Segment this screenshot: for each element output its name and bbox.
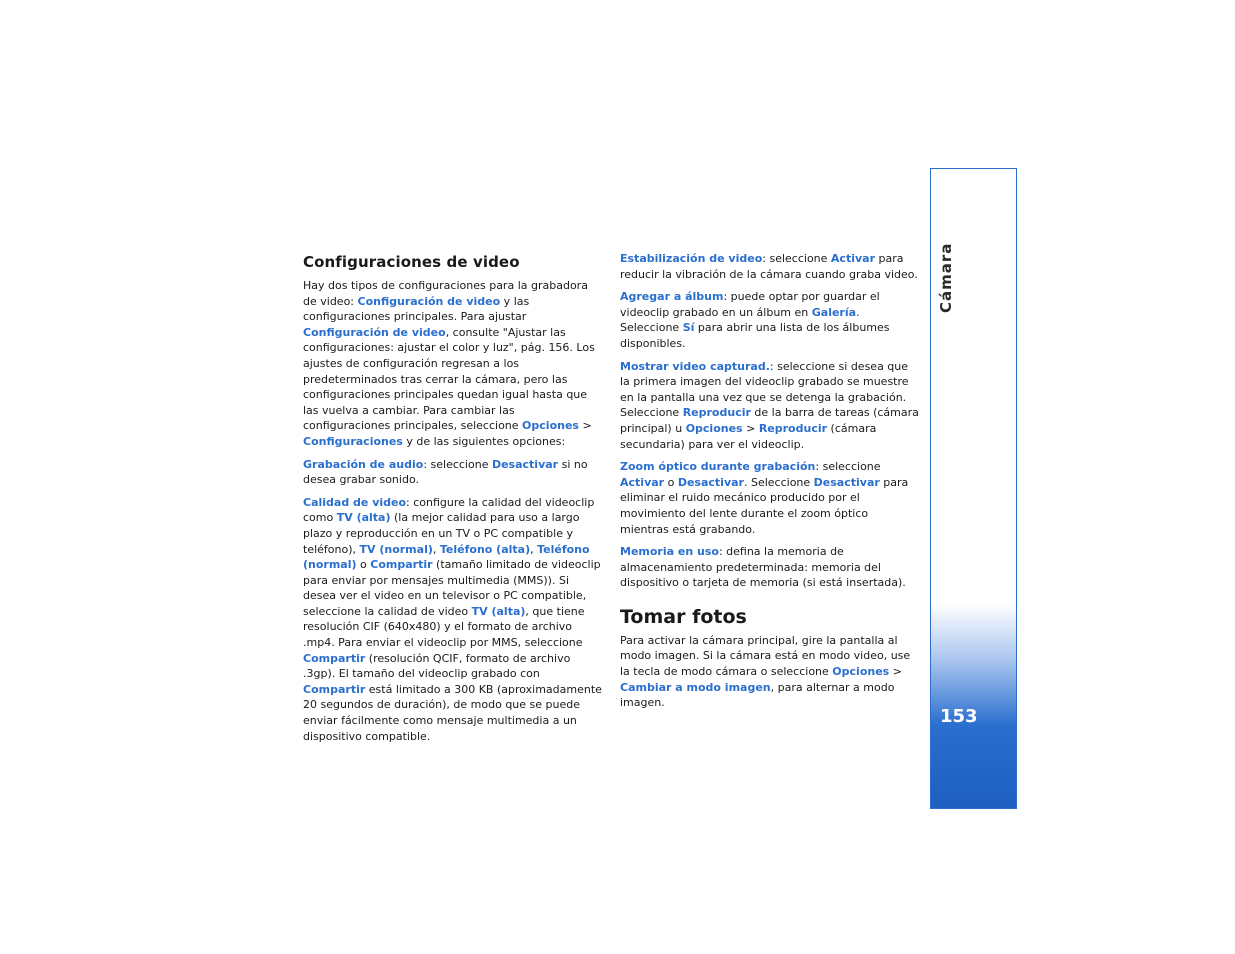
term-gallery: Galería xyxy=(811,305,857,319)
intro-paragraph xyxy=(303,278,603,450)
term-audio-recording: Grabación de audio xyxy=(303,457,424,471)
term-tv-normal: TV (normal) xyxy=(359,542,433,556)
text: > xyxy=(742,421,759,435)
text: y de las siguientes opciones: xyxy=(402,434,566,448)
text: (tamaño limitado de videoclip para enviar por mensajes multimedia (MMS)). Si desea ver el video en un televisor o PC compatible, seleccione la calidad de video xyxy=(303,558,601,618)
add-to-album-paragraph xyxy=(620,289,920,351)
term-phone-normal: Teléfono (normal) xyxy=(303,542,590,572)
term-share: Compartir xyxy=(303,682,366,696)
term-yes: Sí xyxy=(682,321,695,335)
text: , para alternar a modo imagen. xyxy=(620,680,895,710)
text: , que tiene resolución CIF (640x480) y el formato de archivo .mp4. Para enviar el videoclip por MMS, seleccione xyxy=(303,604,585,650)
term-activate: Activar xyxy=(830,252,876,265)
text: Hay dos tipos de configuraciones para la grabadora de video: xyxy=(303,279,588,308)
right-column xyxy=(620,251,920,718)
text: : seleccione si desea que la primera imagen del videoclip grabado se muestre en la pantalla una vez que se detenga la grabación. Seleccione xyxy=(620,359,909,420)
text: Para activar la cámara principal, gire la pantalla al modo imagen. Si la cámara está en modo video, use la tecla de modo cámara o seleccione xyxy=(620,633,911,679)
term-options: Opciones xyxy=(832,665,890,679)
text: , consulte "Ajustar las configuraciones: ajustar el color y luz", pág. 156. Los ajustes de configuración regresan a los predeterminados tras cerrar la cámara, pero las configuraciones principales quedan igual hasta que las vuelva a cambiar. Para cambiar las configuraciones principales, seleccione xyxy=(303,325,595,433)
term-deactivate: Desactivar xyxy=(813,475,880,489)
optical-zoom-paragraph xyxy=(620,459,920,537)
text: . Seleccione xyxy=(620,305,860,335)
term-switch-to-image-mode: Cambiar a modo imagen xyxy=(620,680,771,694)
memory-in-use-paragraph xyxy=(620,544,920,591)
text: (resolución QCIF, formato de archivo .3gp). El tamaño del videoclip grabado con xyxy=(303,651,571,681)
term-share: Compartir xyxy=(303,651,366,665)
term-options: Opciones xyxy=(685,421,743,435)
text: : seleccione xyxy=(423,457,492,471)
term-tv-high: TV (alta) xyxy=(336,511,391,525)
text: (cámara secundaria) para ver el videoclip. xyxy=(620,421,877,451)
term-play: Reproducir xyxy=(758,421,828,435)
section-heading-video-settings: Configuraciones de video xyxy=(303,253,520,271)
text: > xyxy=(578,419,592,433)
left-column xyxy=(303,249,603,751)
term-tv-high: TV (alta) xyxy=(471,604,526,618)
text: , xyxy=(530,542,538,556)
text: o xyxy=(356,558,371,572)
text: de la barra de tareas (cámara principal) u xyxy=(620,406,919,435)
take-photos-paragraph xyxy=(620,633,920,711)
term-deactivate: Desactivar xyxy=(677,475,744,489)
text: , xyxy=(432,542,440,556)
term-options: Opciones xyxy=(522,419,579,433)
text: para abrir una lista de los álbumes disponibles. xyxy=(620,321,890,350)
term-video-stabilization: Estabilización de video xyxy=(620,252,763,265)
term-activate: Activar xyxy=(620,475,665,489)
text: : puede optar por guardar el videoclip grabado en un álbum en xyxy=(620,290,880,319)
audio-recording-paragraph xyxy=(303,457,603,488)
text: : configure la calidad del videoclip como xyxy=(303,495,595,525)
text: > xyxy=(889,665,902,679)
text: o xyxy=(664,475,678,489)
text: (la mejor calidad para uso a largo plazo y reproducción en un TV o PC compatible y teléfono), xyxy=(303,511,580,556)
stabilization-paragraph xyxy=(620,251,920,282)
term-video-settings: Configuración de video xyxy=(357,294,501,308)
section-heading-take-photos: Tomar fotos xyxy=(620,605,747,628)
text: : seleccione xyxy=(815,460,881,474)
term-phone-high: Teléfono (alta) xyxy=(439,542,531,556)
term-settings: Configuraciones xyxy=(303,434,403,448)
text: si no desea grabar sonido. xyxy=(303,457,588,487)
text: y las configuraciones principales. Para ajustar xyxy=(303,294,530,324)
term-optical-zoom: Zoom óptico durante grabación xyxy=(620,460,816,474)
text: . Seleccione xyxy=(743,475,814,489)
term-add-to-album: Agregar a álbum xyxy=(620,290,724,304)
term-memory-in-use: Memoria en uso xyxy=(620,545,719,559)
video-quality-paragraph xyxy=(303,495,603,745)
text: está limitado a 300 KB (aproximadamente 20 segundos de duración), de modo que se puede enviar fácilmente como mensaje multimedia a un dispositivo compatible. xyxy=(303,682,602,743)
term-show-captured-video: Mostrar video capturad. xyxy=(620,359,770,373)
term-deactivate: Desactivar xyxy=(491,457,559,471)
chapter-title: Cámara xyxy=(937,242,955,313)
show-captured-video-paragraph xyxy=(620,359,920,453)
text: para eliminar el ruido mecánico producido por el movimiento del lente durante el zoom óptico mientras está grabando. xyxy=(620,475,909,536)
text: para reducir la vibración de la cámara cuando graba video. xyxy=(620,252,918,281)
term-share: Compartir xyxy=(370,558,433,572)
term-video-quality: Calidad de video xyxy=(303,495,407,509)
term-play: Reproducir xyxy=(682,406,751,420)
term-video-settings: Configuración de video xyxy=(303,325,446,339)
text: : defina la memoria de almacenamiento predeterminada: memoria del dispositivo o tarjeta de memoria (si está insertada). xyxy=(620,545,906,590)
page-number: 153 xyxy=(940,706,978,727)
text: : seleccione xyxy=(762,252,831,265)
